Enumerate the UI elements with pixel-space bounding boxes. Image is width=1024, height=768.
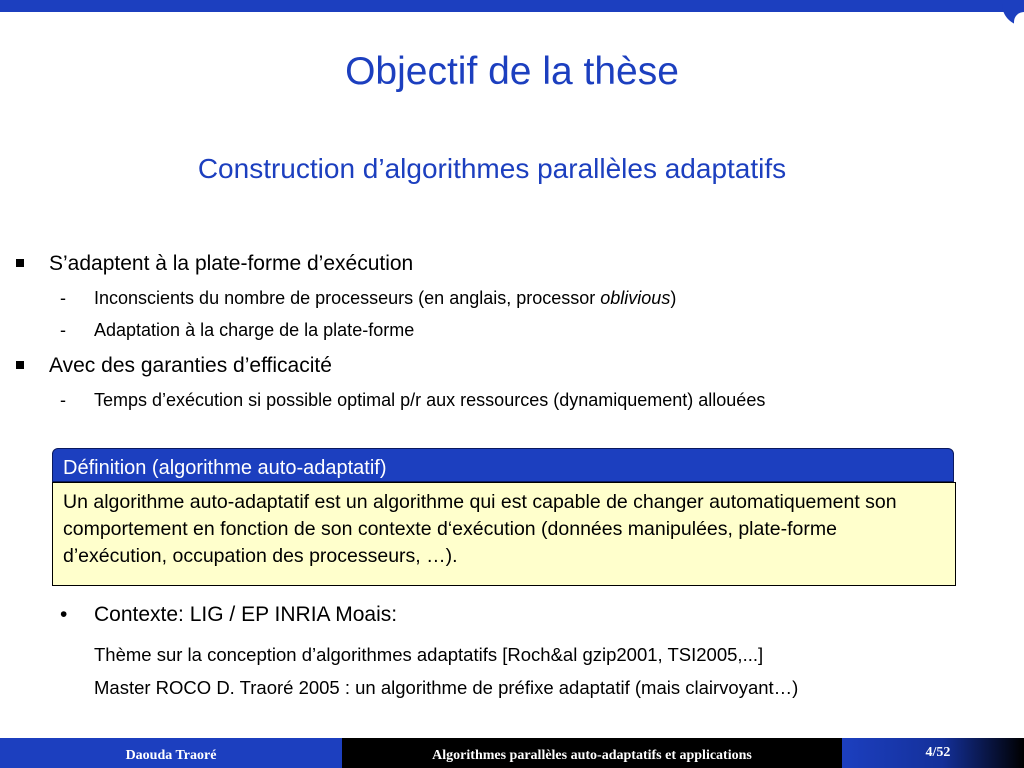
sub-bullet-text: Temps d’exécution si possible optimal p/r aux ressources (dynamiquement) allouées	[94, 390, 766, 410]
slide-title: Objectif de la thèse	[345, 50, 679, 93]
definition-body: Un algorithme auto-adaptatif est un algorithme qui est capable de changer automatiquement son comportement en fonction de son contexte d‘exécution (données manipulées, plate-forme d’exécution, occupation des processeurs, …).	[52, 482, 956, 586]
footer-bar	[0, 738, 1024, 768]
round-bullet-icon: •	[60, 603, 68, 626]
sub-bullet-text: Inconscients du nombre de processeurs (en anglais, processor oblivious)	[94, 288, 677, 308]
square-bullet-icon	[16, 259, 24, 267]
bullet-text: Avec des garanties d’efficacité	[49, 354, 332, 377]
square-bullet-icon	[16, 361, 24, 369]
context-line: Thème sur la conception d’algorithmes adaptatifs [Roch&al gzip2001, TSI2005,...]	[94, 644, 764, 665]
definition-header: Définition (algorithme auto-adaptatif)	[52, 448, 954, 482]
top-banner	[0, 0, 1024, 12]
definition-box	[52, 448, 956, 586]
sub-bullet-text: Adaptation à la charge de la plate-forme	[94, 320, 415, 340]
dash-bullet-icon: -	[60, 390, 66, 410]
footer-title: Algorithmes parallèles auto-adaptatifs et applications	[342, 738, 842, 768]
dash-bullet-icon: -	[60, 288, 66, 308]
context-label: Contexte: LIG / EP INRIA Moais:	[94, 603, 398, 626]
bullet-text: S’adaptent à la plate-forme d’exécution	[49, 252, 414, 275]
italic-term: oblivious	[600, 288, 671, 308]
context-line: Master ROCO D. Traoré 2005 : un algorithme de préfixe adaptatif (mais clairvoyant…)	[94, 677, 799, 698]
slide-subtitle: Construction d’algorithmes parallèles adaptatifs	[197, 153, 787, 184]
page-number: 4/52	[925, 745, 951, 760]
dash-bullet-icon: -	[60, 320, 66, 340]
footer-author: Daouda Traoré	[0, 738, 342, 768]
